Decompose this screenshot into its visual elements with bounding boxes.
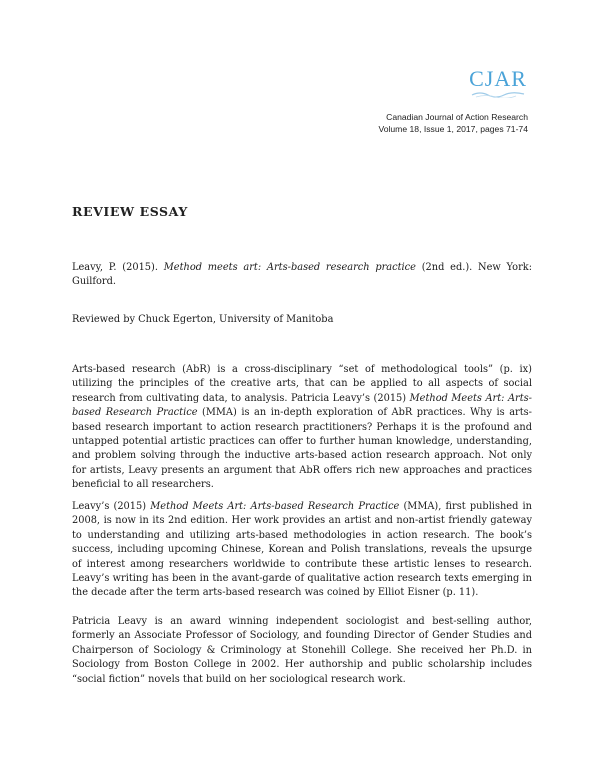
paragraph-1-text-a: Arts-based research (AbR) is a cross-disciplinary “set of methodological tools” (p. ix) utilizing the principles of the creative arts, that can be applied to all aspects of social research from cultivating data, to analysis. Patricia Leavy’s (2015) bbox=[72, 364, 532, 404]
page-title: REVIEW ESSAY bbox=[72, 204, 188, 219]
paragraph-1-book-title: Method Meets Art: Arts-based Research Practice bbox=[72, 392, 532, 419]
paragraph-2-text-a: Leavy’s (2015) bbox=[72, 501, 151, 512]
journal-logo bbox=[468, 68, 528, 98]
citation-publisher: (2nd ed.). New York: Guilford. bbox=[72, 262, 532, 288]
paragraph-2-book-title: Method Meets Art: Arts-based Research Practice bbox=[150, 501, 400, 512]
body-paragraph-1 bbox=[72, 363, 532, 493]
journal-info bbox=[378, 111, 528, 135]
paragraph-1-text-b: (MMA) is an in-depth exploration of AbR practices. Why is arts-based research important to action research practitioners? Perhaps it is the profound and untapped potential artistic practices can offer to further human knowledge, understanding, and problem solving through the inductive arts-based action research approach. Not only for artists, Leavy presents an argument that AbR offers rich new approaches and practices beneficial to all researchers. bbox=[72, 407, 532, 491]
journal-name: Canadian Journal of Action Research bbox=[386, 112, 528, 122]
reviewer-line: Reviewed by Chuck Egerton, University of Manitoba bbox=[72, 314, 334, 325]
citation-title: Method meets art: Arts-based research practice bbox=[163, 262, 416, 273]
volume-line: Volume 18, Issue 1, 2017, pages 71-74 bbox=[378, 124, 528, 134]
paragraph-2-text-b: (MMA), first published in 2008, is now in its 2nd edition. Her work provides an artist and non-artist friendly gateway to understanding and utilizing arts-based methodologies in action research. The book’s success, including upcoming Chinese, Korean and Polish translations, reveals the upsurge of interest among researchers worldwide to contribute these artistic lenses to research. Leavy’s writing has been in the avant-garde of qualitative action research texts emerging in the decade after the term arts-based research was coined by Elliot Eisner (p. 11). bbox=[72, 501, 532, 599]
citation-author: Leavy, P. (2015). bbox=[72, 262, 164, 273]
logo-swoosh-icon bbox=[470, 90, 526, 98]
body-paragraph-2 bbox=[72, 500, 532, 601]
body-paragraph-3: Patricia Leavy is an award winning independent sociologist and best-selling author, formerly an Associate Professor of Sociology, and founding Director of Gender Studies and Chairperson of Sociology & Criminology at Stonehill College. She received her Ph.D. in Sociology from Boston College in 2002. Her authorship and public scholarship includes “social fiction” novels that build on her sociological research work. bbox=[72, 616, 532, 685]
logo-text: CJAR bbox=[469, 66, 527, 91]
book-citation bbox=[72, 261, 532, 290]
